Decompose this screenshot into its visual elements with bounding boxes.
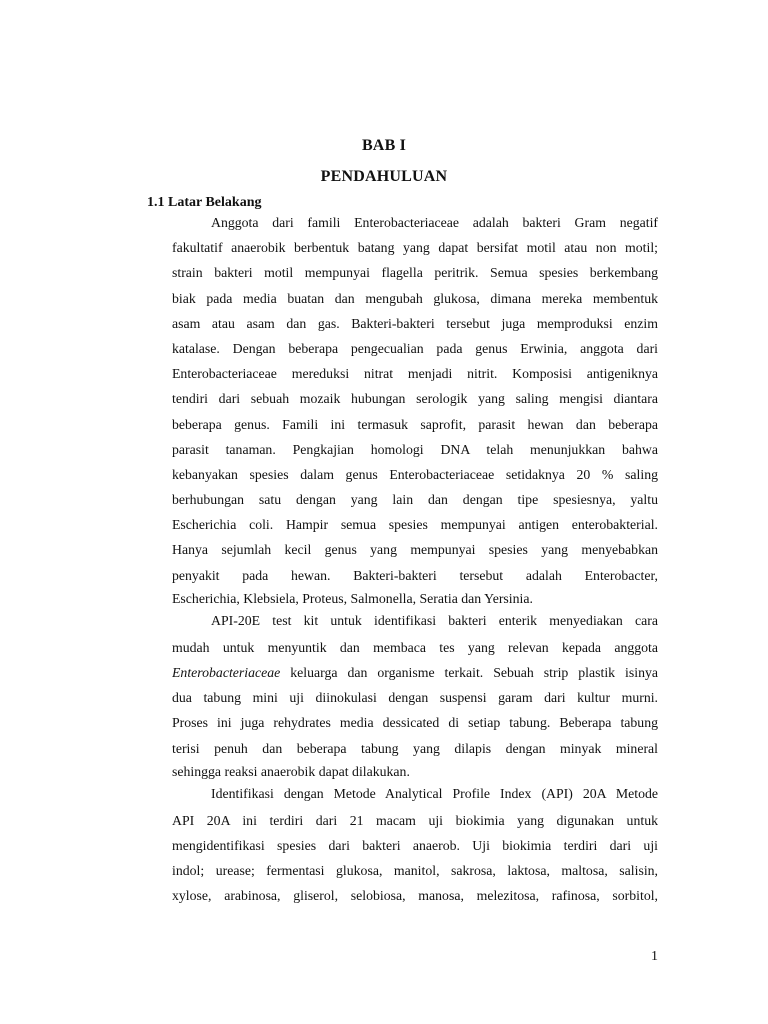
paragraph-line: tendiri dari sebuah mozaik hubungan serologik yang saling mengisi diantara <box>172 391 658 407</box>
section-heading: 1.1 Latar Belakang <box>147 195 262 210</box>
paragraph-line: terisi penuh dan beberapa tabung yang dilapis dengan minyak mineral <box>172 740 658 756</box>
paragraph-line: indol; urease; fermentasi glukosa, manitol, sakrosa, laktosa, maltosa, salisin, <box>172 863 658 879</box>
page-number: 1 <box>651 949 658 964</box>
paragraph-line: API-20E test kit untuk identifikasi bakteri enterik menyediakan cara <box>211 612 658 628</box>
paragraph-line <box>172 660 658 685</box>
paragraph-line: penyakit pada hewan. Bakteri-bakteri tersebut adalah Enterobacter, <box>172 567 658 583</box>
paragraph-line: xylose, arabinosa, gliserol, selobiosa, manosa, melezitosa, rafinosa, sorbitol, <box>172 888 658 904</box>
paragraph-line: parasit tanaman. Pengkajian homologi DNA telah menunjukkan bahwa <box>172 441 658 457</box>
paragraph-line: dua tabung mini uji diinokulasi dengan suspensi garam dari kultur murni. <box>172 690 658 706</box>
paragraph-line: API 20A ini terdiri dari 21 macam uji biokimia yang digunakan untuk <box>172 812 658 828</box>
italic-term: Enterobacteriaceae <box>172 665 281 680</box>
paragraph-line-rest: keluarga dan organisme terkait. Sebuah strip plastik isinya <box>280 665 658 680</box>
paragraph-3 <box>172 783 658 909</box>
paragraph-line: strain bakteri motil mempunyai flagella peritrik. Semua spesies berkembang <box>172 265 658 281</box>
paragraph-line: sehingga reaksi anaerobik dapat dilakukan. <box>172 763 410 779</box>
chapter-title: PENDAHULUAN <box>320 168 448 185</box>
paragraph-line: Hanya sejumlah kecil genus yang mempunyai spesies yang menyebabkan <box>172 542 658 558</box>
paragraph-line: Enterobacteriaceae mereduksi nitrat menjadi nitrit. Komposisi antigeniknya <box>172 366 658 382</box>
paragraph-line: mudah untuk menyuntik dan membaca tes yang relevan kepada anggota <box>172 639 658 655</box>
paragraph-line: kebanyakan spesies dalam genus Enterobacteriaceae setidaknya 20 % saling <box>172 466 658 482</box>
paragraph-line: Identifikasi dengan Metode Analytical Profile Index (API) 20A Metode <box>211 785 658 801</box>
paragraph-line: Anggota dari famili Enterobacteriaceae adalah bakteri Gram negatif <box>211 215 658 230</box>
body-text <box>172 210 658 909</box>
paragraph-2 <box>172 610 658 783</box>
paragraph-line: Proses ini juga rehydrates media dessicated di setiap tabung. Beberapa tabung <box>172 715 658 731</box>
paragraph-line: biak pada media buatan dan mengubah glukosa, dimana mereka membentuk <box>172 290 658 306</box>
paragraph-line: asam atau asam dan gas. Bakteri-bakteri tersebut juga memproduksi enzim <box>172 315 658 331</box>
paragraph-line: berhubungan satu dengan yang lain dan dengan tipe spesiesnya, yaltu <box>172 492 658 508</box>
chapter-number: BAB I <box>361 137 407 154</box>
paragraph-1 <box>172 210 658 610</box>
paragraph-line: beberapa genus. Famili ini termasuk saprofit, parasit hewan dan beberapa <box>172 416 658 432</box>
paragraph-line: Escherichia, Klebsiela, Proteus, Salmonella, Seratia dan Yersinia. <box>172 590 533 606</box>
paragraph-line: Escherichia coli. Hampir semua spesies mempunyai antigen enterobakterial. <box>172 517 658 533</box>
paragraph-line: katalase. Dengan beberapa pengecualian pada genus Erwinia, anggota dari <box>172 340 658 356</box>
paragraph-line: fakultatif anaerobik berbentuk batang yang dapat bersifat motil atau non motil; <box>172 240 658 256</box>
paragraph-line: mengidentifikasi spesies dari bakteri anaerob. Uji biokimia terdiri dari uji <box>172 837 658 853</box>
